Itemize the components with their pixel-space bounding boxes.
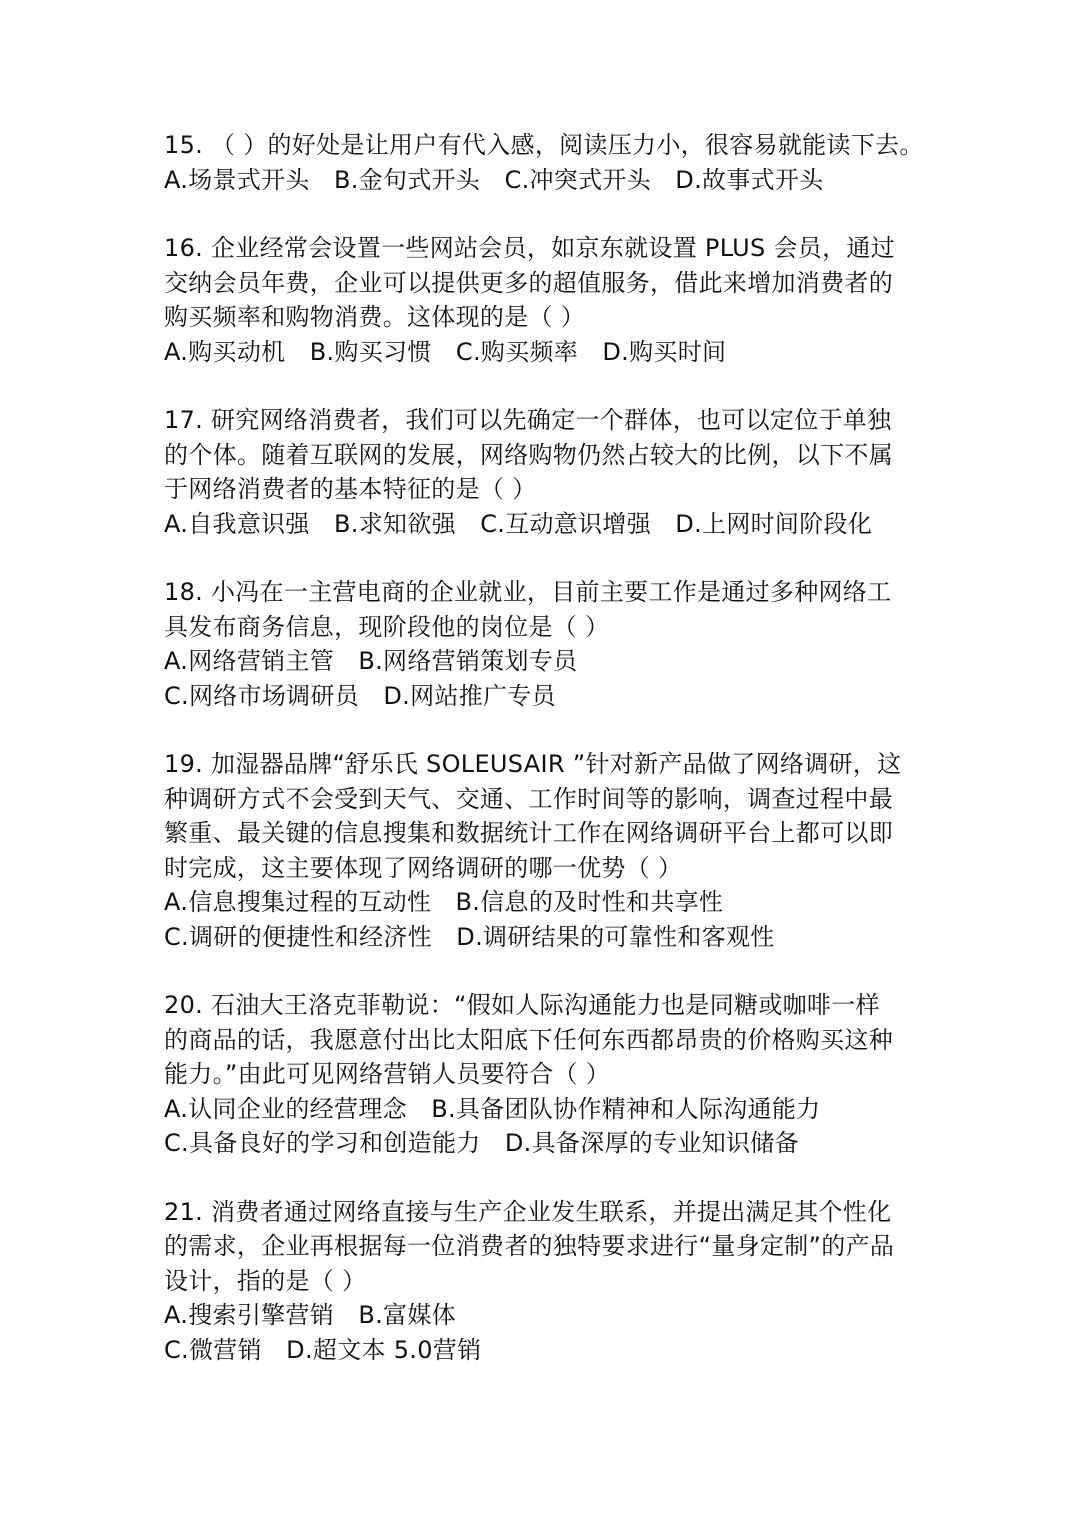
question-stem: 16. 企业经常会设置一些网站会员，如京东就设置 PLUS 会员，通过 xyxy=(164,234,896,262)
question-stem: 的商品的话，我愿意付出比太阳底下任何东西都昂贵的价格购买这种 xyxy=(164,1025,893,1054)
question-18 xyxy=(164,575,934,713)
question-15 xyxy=(164,128,934,197)
question-21 xyxy=(164,1195,934,1368)
question-stem: 17. 研究网络消费者，我们可以先确定一个群体，也可以定位于单独 xyxy=(164,406,892,434)
question-stem: 购买频率和购物消费。这体现的是（ ） xyxy=(164,303,586,331)
question-16 xyxy=(164,231,934,369)
answer-options: A.网络营销主管 B.网络营销策划专员 xyxy=(164,647,578,675)
answer-options: A.信息搜集过程的互动性 B.信息的及时性和共享性 xyxy=(164,888,724,916)
answer-options: A.自我意识强 B.求知欲强 C.互动意识增强 D.上网时间阶段化 xyxy=(164,509,873,538)
question-stem: 18. 小冯在一主营电商的企业就业，目前主要工作是通过多种网络工 xyxy=(164,578,892,606)
question-20 xyxy=(164,988,934,1161)
question-stem: 的个体。随着互联网的发展，网络购物仍然占较大的比例，以下不属 xyxy=(164,440,893,469)
answer-options: C.网络市场调研员 D.网站推广专员 xyxy=(164,681,556,710)
question-stem: 21. 消费者通过网络直接与生产企业发生联系，并提出满足其个性化 xyxy=(164,1197,892,1226)
question-stem: 设计，指的是（ ） xyxy=(164,1266,367,1295)
answer-options: A.认同企业的经营理念 B.具备团队协作精神和人际沟通能力 xyxy=(164,1094,821,1123)
question-stem: 能力。”由此可见网络营销人员要符合（ ） xyxy=(164,1060,611,1088)
question-stem: 的需求，企业再根据每一位消费者的独特要求进行“量身定制”的产品 xyxy=(164,1232,895,1260)
answer-options: C.微营销 D.超文本 5.0营销 xyxy=(164,1335,482,1364)
question-stem: 于网络消费者的基本特征的是（ ） xyxy=(164,475,537,503)
question-stem: 具发布商务信息，现阶段他的岗位是（ ） xyxy=(164,612,610,641)
question-stem: 交纳会员年费，企业可以提供更多的超值服务，借此来增加消费者的 xyxy=(164,268,893,297)
answer-options: A.购买动机 B.购买习惯 C.购买频率 D.购买时间 xyxy=(164,337,727,366)
question-page xyxy=(164,128,934,1401)
question-stem: 15. （ ）的好处是让用户有代入感，阅读压力小，很容易就能读下去。 xyxy=(164,131,924,159)
answer-options: C.调研的便捷性和经济性 D.调研结果的可靠性和客观性 xyxy=(164,922,775,951)
question-stem: 19. 加湿器品牌“舒乐氏 SOLEUSAIR ”针对新产品做了网络调研，这 xyxy=(164,750,902,778)
question-stem: 种调研方式不会受到天气、交通、工作时间等的影响，调查过程中最 xyxy=(164,784,893,813)
question-17 xyxy=(164,403,934,541)
question-stem: 繁重、最关键的信息搜集和数据统计工作在网络调研平台上都可以即 xyxy=(164,819,893,847)
question-19 xyxy=(164,747,934,954)
answer-options: A.搜索引擎营销 B.富媒体 xyxy=(164,1301,456,1329)
question-stem: 20. 石油大王洛克菲勒说：“假如人际沟通能力也是同糖或咖啡一样 xyxy=(164,991,880,1019)
question-stem: 时完成，这主要体现了网络调研的哪一优势（ ） xyxy=(164,853,683,882)
answer-options: C.具备良好的学习和创造能力 D.具备深厚的专业知识储备 xyxy=(164,1129,799,1157)
answer-options: A.场景式开头 B.金句式开头 C.冲突式开头 D.故事式开头 xyxy=(164,165,824,194)
